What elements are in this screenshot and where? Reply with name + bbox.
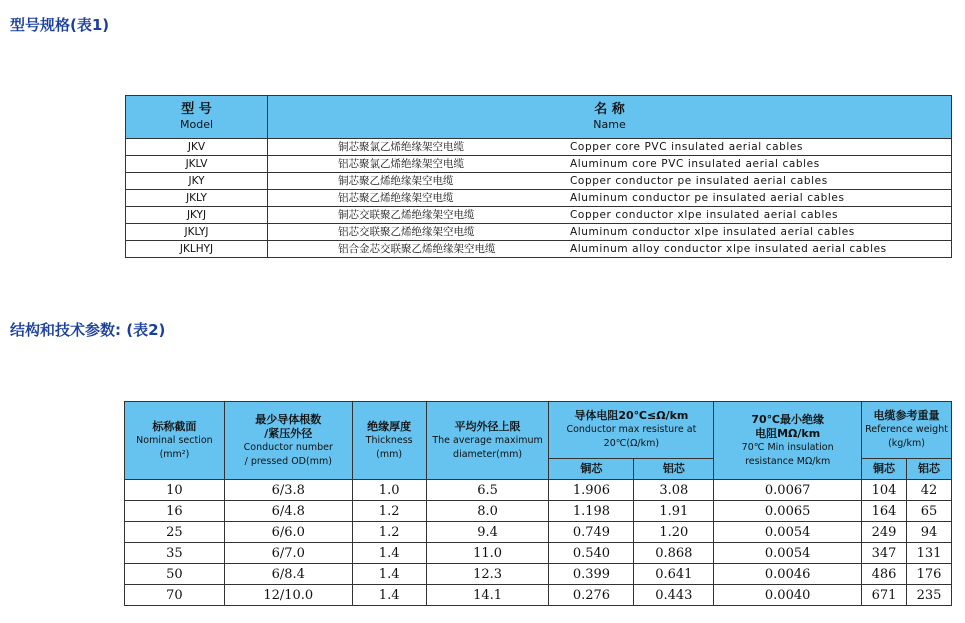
name-cell — [268, 139, 952, 156]
table-row — [126, 173, 952, 190]
insulation-header-en1: 70℃ Min insulation — [741, 441, 834, 453]
weight-copper-cell: 104 — [862, 480, 907, 501]
model-spec-table — [125, 95, 952, 258]
table-row — [125, 543, 952, 564]
resistance-aluminum-cell: 0.443 — [634, 585, 714, 606]
table-row — [126, 224, 952, 241]
section-header-en2: (mm²) — [159, 448, 190, 460]
thickness-cell: 1.4 — [352, 564, 426, 585]
weight-copper-cell: 347 — [862, 543, 907, 564]
name-header-en: Name — [593, 118, 626, 131]
name-en: Aluminum conductor pe insulated aerial cables — [570, 192, 845, 204]
conductor-cell: 6/3.8 — [224, 480, 352, 501]
model-cell: JKLYJ — [126, 224, 268, 241]
name-cn: 铜芯交联聚乙烯绝缘架空电缆 — [338, 209, 475, 221]
name-cell — [268, 224, 952, 241]
thickness-cell: 1.2 — [352, 501, 426, 522]
diameter-cell: 9.4 — [426, 522, 549, 543]
table2-header-row — [125, 402, 952, 459]
insulation-cell: 0.0065 — [714, 501, 862, 522]
section-cell: 70 — [125, 585, 225, 606]
thickness-header-en1: Thickness — [365, 434, 413, 446]
section-cell: 10 — [125, 480, 225, 501]
table2-title: 结构和技术参数: (表2) — [10, 321, 166, 339]
model-cell: JKLY — [126, 190, 268, 207]
weight-aluminum-cell: 176 — [906, 564, 951, 585]
table1-header-row — [126, 96, 952, 139]
weight-copper-cell: 249 — [862, 522, 907, 543]
conductor-header-cn1: 最少导体根数 — [255, 412, 322, 426]
model-cell: JKLV — [126, 156, 268, 173]
model-cell: JKY — [126, 173, 268, 190]
section-header-en1: Nominal section — [136, 434, 213, 446]
conductor-header-cn2: /紧压外径 — [264, 426, 313, 440]
insulation-cell: 0.0040 — [714, 585, 862, 606]
weight-aluminum-cell: 235 — [906, 585, 951, 606]
diameter-header-en1: The average maximum — [432, 434, 543, 446]
thickness-cell: 1.0 — [352, 480, 426, 501]
insulation-header-cn1: 70℃最小绝缘 — [751, 412, 824, 426]
resistance-aluminum-cell: 1.20 — [634, 522, 714, 543]
insulation-header-en2: resistance MΩ/km — [745, 455, 831, 467]
section-header — [125, 402, 225, 480]
conductor-cell: 6/4.8 — [224, 501, 352, 522]
resistance-copper-cell: 0.399 — [549, 564, 634, 585]
weight-aluminum-cell: 131 — [906, 543, 951, 564]
table-row — [125, 564, 952, 585]
resistance-header — [549, 402, 714, 459]
insulation-header — [714, 402, 862, 480]
resistance-aluminum-header: 铝芯 — [634, 459, 714, 480]
weight-header-en2: (kg/km) — [888, 438, 925, 449]
diameter-cell: 8.0 — [426, 501, 549, 522]
diameter-cell: 12.3 — [426, 564, 549, 585]
resistance-copper-cell: 0.276 — [549, 585, 634, 606]
name-cn: 铝芯聚氯乙烯绝缘架空电缆 — [338, 158, 464, 170]
model-cell: JKV — [126, 139, 268, 156]
resistance-aluminum-cell: 1.91 — [634, 501, 714, 522]
conductor-header-en2: / pressed OD(mm) — [244, 455, 332, 467]
model-header-cn: 型 号 — [181, 102, 212, 117]
table-row — [125, 501, 952, 522]
insulation-cell: 0.0067 — [714, 480, 862, 501]
resistance-header-en1: Conductor max resisture at — [566, 424, 697, 435]
diameter-header-en2: diameter(mm) — [453, 448, 523, 460]
model-header — [126, 96, 268, 139]
section-header-cn: 标称截面 — [152, 419, 197, 433]
thickness-cell: 1.2 — [352, 522, 426, 543]
table-row — [126, 156, 952, 173]
table1-title: 型号规格(表1) — [10, 16, 110, 34]
weight-copper-cell: 164 — [862, 501, 907, 522]
technical-parameters-table — [124, 401, 952, 606]
conductor-cell: 6/6.0 — [224, 522, 352, 543]
conductor-header — [224, 402, 352, 480]
thickness-header — [352, 402, 426, 480]
resistance-header-en2: 20℃(Ω/km) — [603, 438, 660, 449]
resistance-aluminum-cell: 0.641 — [634, 564, 714, 585]
model-cell: JKYJ — [126, 207, 268, 224]
name-en: Copper conductor xlpe insulated aerial cables — [570, 209, 839, 221]
thickness-header-cn: 绝缘厚度 — [367, 419, 412, 433]
diameter-cell: 6.5 — [426, 480, 549, 501]
conductor-cell: 6/8.4 — [224, 564, 352, 585]
resistance-aluminum-cell: 0.868 — [634, 543, 714, 564]
weight-header-cn: 电缆参考重量 — [873, 409, 940, 422]
resistance-aluminum-cell: 3.08 — [634, 480, 714, 501]
section-cell: 35 — [125, 543, 225, 564]
resistance-copper-header: 铜芯 — [549, 459, 634, 480]
weight-header-en1: Reference weight — [865, 424, 948, 435]
resistance-header-cn: 导体电阻20℃≤Ω/km — [574, 409, 689, 422]
name-cn: 铝合金芯交联聚乙烯绝缘架空电缆 — [338, 243, 496, 255]
insulation-header-cn2: 电阻MΩ/km — [755, 426, 821, 440]
thickness-header-en2: (mm) — [376, 448, 403, 460]
diameter-cell: 14.1 — [426, 585, 549, 606]
weight-aluminum-cell: 65 — [906, 501, 951, 522]
name-cn: 铜芯聚氯乙烯绝缘架空电缆 — [338, 141, 464, 153]
insulation-cell: 0.0054 — [714, 543, 862, 564]
resistance-copper-cell: 0.749 — [549, 522, 634, 543]
weight-copper-cell: 486 — [862, 564, 907, 585]
table-row — [125, 585, 952, 606]
name-cn: 铝芯交联聚乙烯绝缘架空电缆 — [338, 226, 475, 238]
section-cell: 50 — [125, 564, 225, 585]
name-header — [268, 96, 952, 139]
name-cell — [268, 207, 952, 224]
diameter-header — [426, 402, 549, 480]
weight-aluminum-cell: 42 — [906, 480, 951, 501]
conductor-cell: 12/10.0 — [224, 585, 352, 606]
table-row — [126, 207, 952, 224]
table-row — [125, 522, 952, 543]
name-en: Copper core PVC insulated aerial cables — [570, 141, 804, 153]
name-cell — [268, 190, 952, 207]
weight-aluminum-header: 铝芯 — [906, 459, 951, 480]
weight-copper-cell: 671 — [862, 585, 907, 606]
name-cell — [268, 173, 952, 190]
conductor-header-en1: Conductor number — [243, 441, 333, 453]
name-cn: 铜芯聚乙烯绝缘架空电缆 — [338, 175, 454, 187]
diameter-cell: 11.0 — [426, 543, 549, 564]
name-cell — [268, 241, 952, 258]
insulation-cell: 0.0054 — [714, 522, 862, 543]
name-header-cn: 名 称 — [594, 102, 625, 117]
weight-header — [862, 402, 952, 459]
section-cell: 25 — [125, 522, 225, 543]
name-en: Aluminum conductor xlpe insulated aerial cables — [570, 226, 855, 238]
model-header-en: Model — [179, 118, 214, 131]
resistance-copper-cell: 1.198 — [549, 501, 634, 522]
name-en: Aluminum core PVC insulated aerial cables — [570, 158, 820, 170]
conductor-cell: 6/7.0 — [224, 543, 352, 564]
weight-aluminum-cell: 94 — [906, 522, 951, 543]
table-row — [126, 190, 952, 207]
model-cell: JKLHYJ — [126, 241, 268, 258]
name-en: Copper conductor pe insulated aerial cables — [570, 175, 828, 187]
table-row — [126, 139, 952, 156]
insulation-cell: 0.0046 — [714, 564, 862, 585]
table-row — [126, 241, 952, 258]
name-cell — [268, 156, 952, 173]
resistance-copper-cell: 0.540 — [549, 543, 634, 564]
section-cell: 16 — [125, 501, 225, 522]
name-en: Aluminum alloy conductor xlpe insulated aerial cables — [570, 243, 887, 255]
resistance-copper-cell: 1.906 — [549, 480, 634, 501]
diameter-header-cn: 平均外径上限 — [454, 419, 521, 433]
table-row — [125, 480, 952, 501]
weight-copper-header: 铜芯 — [862, 459, 907, 480]
name-cn: 铝芯聚乙烯绝缘架空电缆 — [338, 192, 454, 204]
thickness-cell: 1.4 — [352, 585, 426, 606]
thickness-cell: 1.4 — [352, 543, 426, 564]
